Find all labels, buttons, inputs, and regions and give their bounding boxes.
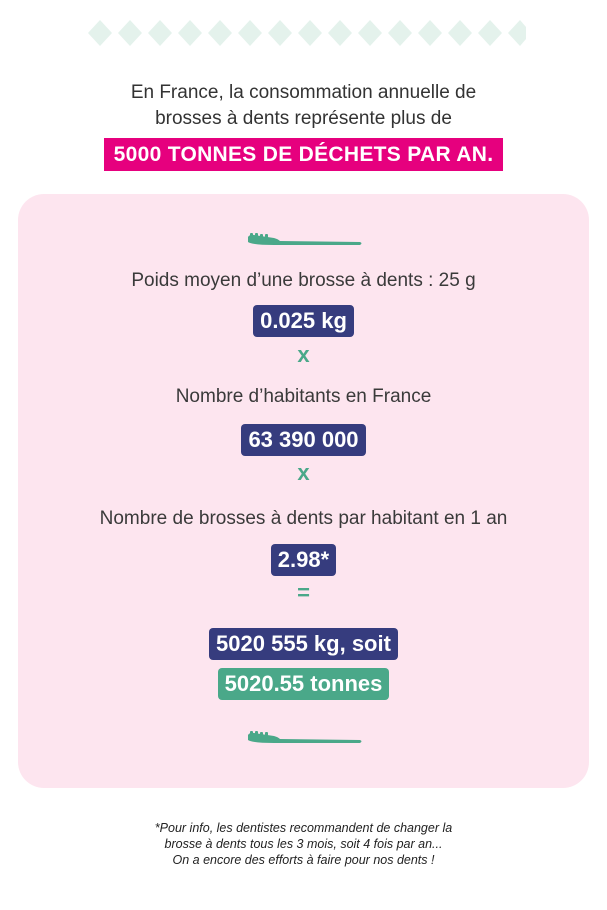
result-tonnes-row [18,668,589,700]
footnote-line-1: *Pour info, les dentistes recommandent de changer la [154,821,453,835]
intro-line-1: En France, la consommation annuelle de [130,82,477,103]
weight-value-chip: 0.025 kg [253,305,354,337]
footnote-line-2: brosse à dents tous les 3 mois, soit 4 fois par an... [164,837,443,851]
multiply-sign-2: x [297,460,310,485]
weight-label: Poids moyen d’une brosse à dents : 25 g [131,270,476,291]
result-kg-row [18,628,589,660]
intro-line-2: brosses à dents représente plus de [155,108,452,129]
brushes-value-chip: 2.98* [271,544,336,576]
population-label: Nombre d’habitants en France [175,386,432,407]
weight-value-row [18,305,589,337]
calculation-card [18,194,589,788]
population-value-row [18,424,589,456]
headline-banner: 5000 TONNES DE DÉCHETS PAR AN. [104,138,504,171]
brushes-label: Nombre de brosses à dents par habitant en 1 an [99,508,508,529]
result-tonnes-chip: 5020.55 tonnes [218,668,390,700]
multiply-sign-1: x [297,342,310,367]
footnote-line-3: On a encore des efforts à faire pour nos dents ! [172,853,435,867]
toothbrush-icon [244,232,364,248]
result-kg-chip: 5020 555 kg, soit [209,628,398,660]
intro-text [0,80,607,132]
headline-container [0,138,607,171]
population-value-chip: 63 390 000 [241,424,365,456]
toothbrush-icon [244,730,364,746]
footnote [0,820,607,868]
diamond-row-icon [86,18,526,48]
equals-sign: = [297,580,310,605]
brushes-value-row [18,544,589,576]
